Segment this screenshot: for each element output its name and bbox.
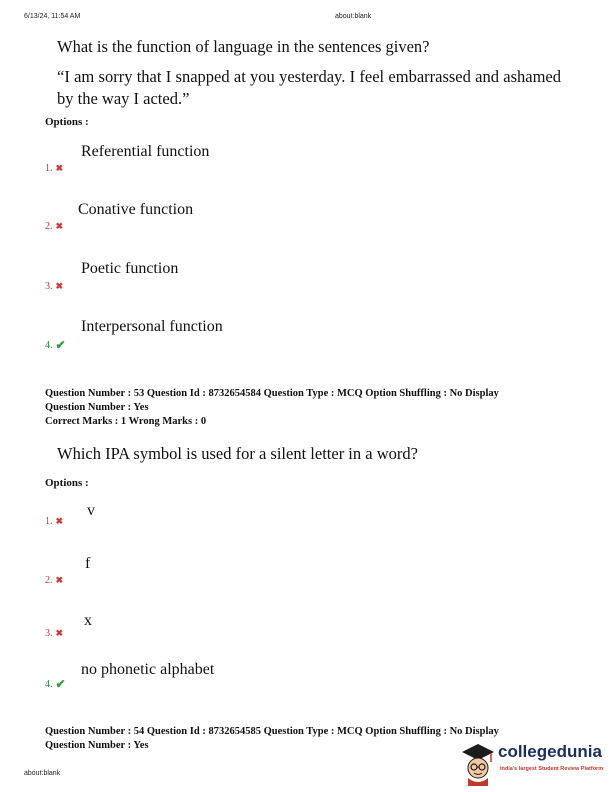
- print-footer-url: about:blank: [24, 770, 61, 777]
- q53-option-1-text: v: [87, 502, 95, 519]
- cross-icon: ✖: [55, 628, 64, 638]
- question-53-text: Which IPA symbol is used for a silent letter in a word?: [57, 444, 418, 463]
- q53-option-2-number: 2.: [45, 575, 53, 586]
- mascot-icon: [458, 738, 498, 786]
- q53-option-3-number: 3.: [45, 628, 53, 639]
- question-52-text: What is the function of language in the sentences given?: [57, 37, 430, 56]
- question-52-quote: “I am sorry that I snapped at you yesterday. I feel embarrassed and ashamed by the way I acted.”: [57, 67, 561, 108]
- q52-option-4-marker: [45, 338, 66, 353]
- q53-option-4-text: no phonetic alphabet: [81, 661, 215, 678]
- cross-icon: ✖: [55, 281, 64, 291]
- q53-option-3-text: x: [84, 612, 92, 629]
- collegedunia-logo: [458, 738, 608, 786]
- q52-option-2-marker: [45, 221, 63, 232]
- q53-option-1-marker: [45, 516, 63, 527]
- q52-option-3-number: 3.: [45, 281, 53, 292]
- q53-option-4-marker: [45, 677, 66, 692]
- print-url: about:blank: [335, 13, 372, 20]
- q52-option-2-number: 2.: [45, 221, 53, 232]
- q54-meta-line-2: Question Number : Yes: [45, 740, 149, 751]
- q53-meta-line-3: Correct Marks : 1 Wrong Marks : 0: [45, 416, 207, 427]
- q52-option-4-text: Interpersonal function: [81, 318, 223, 335]
- print-datetime: 6/13/24, 11:54 AM: [24, 13, 81, 20]
- q53-option-3-marker: [45, 628, 63, 639]
- q52-option-1-number: 1.: [45, 163, 53, 174]
- q53-option-1-number: 1.: [45, 516, 53, 527]
- q52-option-1-text: Referential function: [81, 143, 210, 160]
- logo-name: collegedunia: [498, 742, 602, 761]
- q53-option-4-number: 4.: [45, 679, 53, 690]
- logo-tagline: India's largest Student Review Platform: [500, 766, 604, 772]
- q52-option-2-text: Conative function: [78, 201, 194, 218]
- checkmark-icon: ✔: [55, 338, 66, 352]
- q53-meta-line-1: Question Number : 53 Question Id : 8732654584 Question Type : MCQ Option Shuffling : No Display: [45, 388, 499, 399]
- q52-option-3-text: Poetic function: [81, 260, 179, 277]
- cross-icon: ✖: [55, 516, 64, 526]
- q54-meta-line-1: Question Number : 54 Question Id : 8732654585 Question Type : MCQ Option Shuffling : No Display: [45, 726, 499, 737]
- q53-option-2-text: f: [85, 555, 91, 572]
- cross-icon: ✖: [55, 575, 64, 585]
- options-label-52: Options :: [45, 116, 89, 128]
- q53-meta-line-2: Question Number : Yes: [45, 402, 149, 413]
- options-label-53: Options :: [45, 477, 89, 489]
- cross-icon: ✖: [55, 163, 64, 173]
- q52-option-4-number: 4.: [45, 340, 53, 351]
- q53-option-2-marker: [45, 575, 63, 586]
- checkmark-icon: ✔: [55, 677, 66, 691]
- q52-option-1-marker: [45, 163, 63, 174]
- cross-icon: ✖: [55, 221, 64, 231]
- q52-option-3-marker: [45, 281, 63, 292]
